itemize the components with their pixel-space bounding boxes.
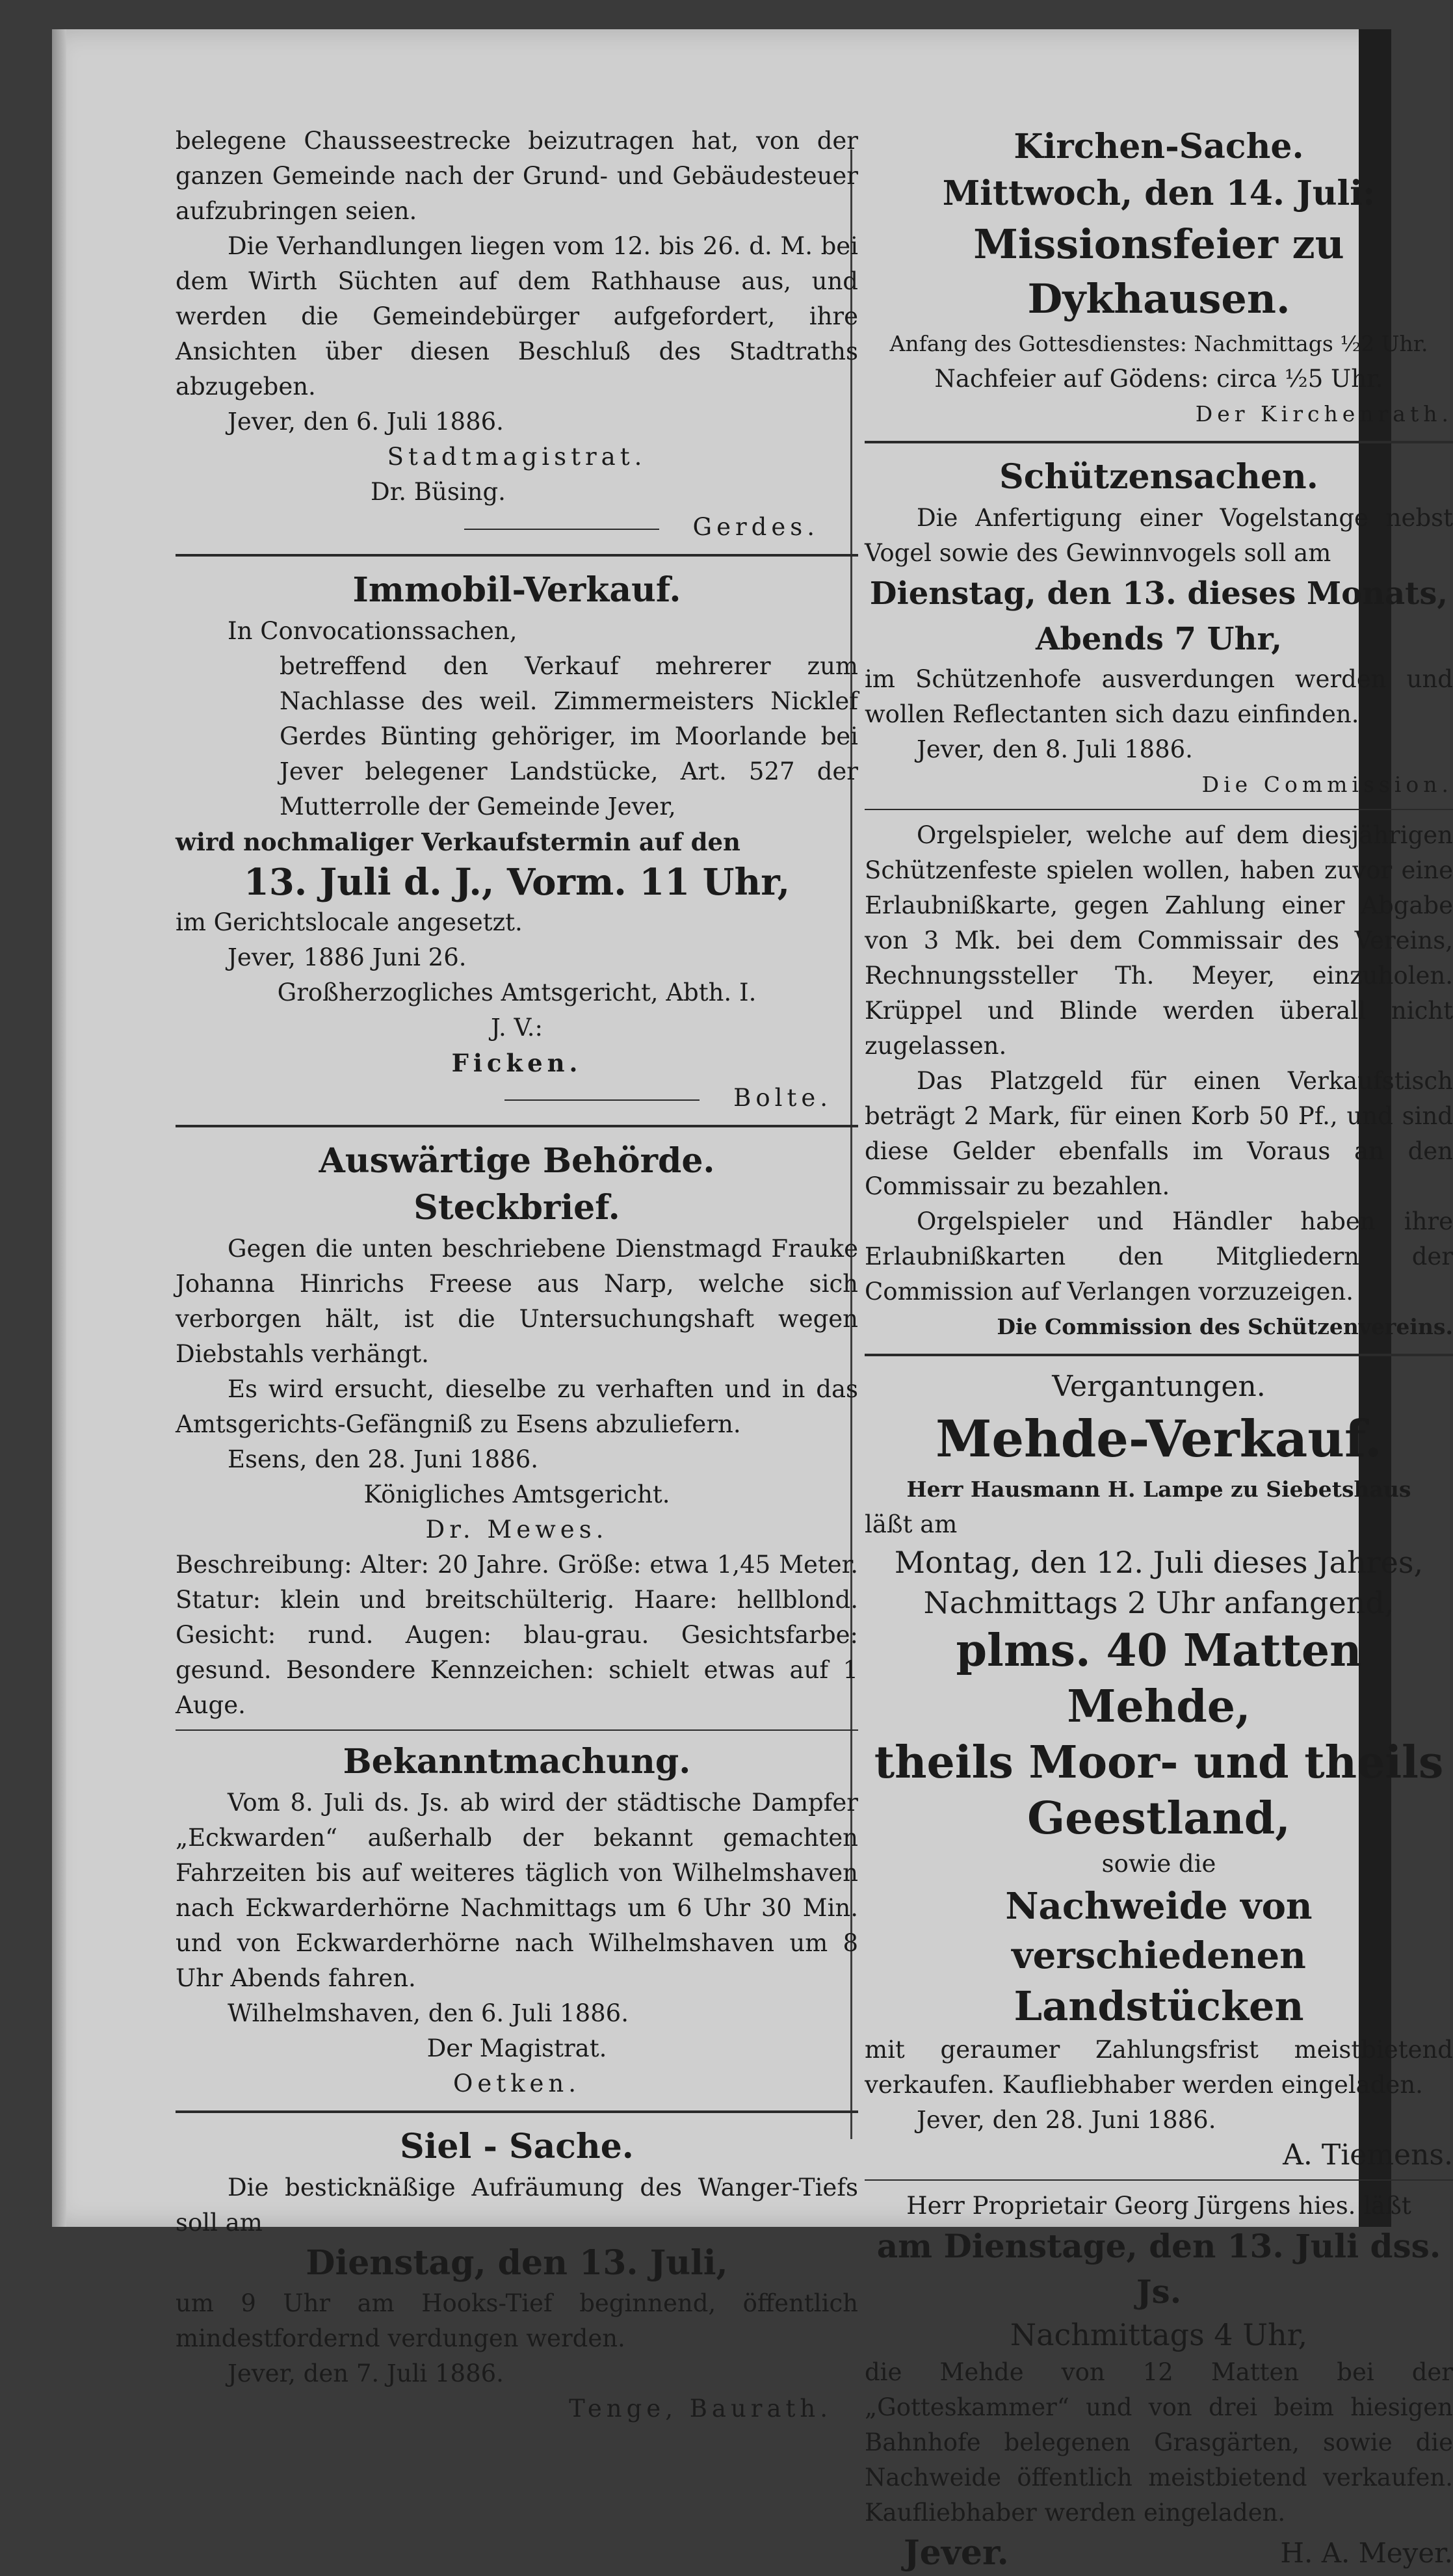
kirchen-signer: Der Kirchenrath.: [1195, 401, 1453, 427]
chaussee-dateline: Jever, den 6. Juli 1886.: [228, 408, 504, 436]
juergens-time: Nachmittags 4 Uhr,: [1010, 2317, 1308, 2352]
bekanntmachung-notice: [176, 1739, 858, 2101]
schuetzen-signer: Die Commission.: [1201, 772, 1453, 797]
siel-dateline: Jever, den 7. Juli 1886.: [228, 2359, 504, 2387]
mehde-big3: Geestland,: [1027, 1793, 1290, 1845]
section-rule: [176, 554, 858, 557]
immobil-signature-line: [176, 1081, 858, 1116]
kirchen-line1: Anfang des Gottesdienstes: Nachmittags ½2 Uhr.: [889, 331, 1428, 356]
newspaper-page: [52, 29, 1453, 2573]
immobil-notice: [176, 567, 858, 1116]
juergens-body: die Mehde von 12 Matten bei der „Gotteskammer“ und von drei beim hiesigen Bahnhofe belegenen Grasgärten, sowie die Nachweide öffentlich meistbietend verkaufen. Kaufliebhaber werden eingeladen.: [865, 2358, 1453, 2527]
left-column: [176, 124, 858, 2426]
mehde-dateline: Jever, den 28. Juni 1886.: [917, 2106, 1216, 2134]
chaussee-intro-line-2: ganzen Gemeinde nach der Grund- und Gebäudesteuer: [176, 162, 858, 190]
auswaertig-heading: Auswärtige Behörde.: [319, 1141, 715, 1181]
juergens-signature-line: [865, 2530, 1453, 2576]
kirchen-line2: Nachfeier auf Gödens: circa ½5 Uhr.: [934, 365, 1383, 393]
page-binding-edge: [52, 29, 66, 2227]
immobil-place: im Gerichtslocale angesetzt.: [176, 908, 523, 936]
juergens-signer: H. A. Meyer.: [1280, 2537, 1453, 2569]
juergens-line1: Herr Proprietair Georg Jürgens hies. läßt: [906, 2192, 1411, 2220]
chaussee-notice: [176, 124, 858, 545]
chaussee-intro-line-1: belegene Chausseestrecke beizutragen hat, von der: [176, 127, 858, 155]
chaussee-signatures: [176, 475, 858, 510]
siel-signer: Tenge, Baurath.: [569, 2395, 832, 2423]
chaussee-signature-line: [176, 510, 858, 545]
schuetzen-time: Abends 7 Uhr,: [1036, 621, 1282, 657]
mehde-big4: Nachweide von verschiedenen: [1005, 1885, 1313, 1977]
mehde-sowie: sowie die: [1101, 1850, 1216, 1878]
section-rule: [865, 809, 1453, 810]
immobil-signer: Ficken.: [451, 1049, 583, 1077]
orgel-body1: Orgelspieler, welche auf dem diesjährigen Schützenfeste spielen wollen, haben zuvor eine Erlaubnißkarte, gegen Zahlung einer Abgabe von 3 Mk. bei dem Commissair des Vereins, Rechnungssteller Th. Meyer, einzuholen. Krüppel und Blinde werden überall nicht zugelassen.: [865, 821, 1453, 1060]
siel-heading: Siel - Sache.: [400, 2127, 634, 2166]
immobil-termin-line: wird nochmaliger Verkaufstermin auf den: [176, 828, 740, 856]
section-rule: [865, 2179, 1453, 2181]
immobil-line1: In Convocationssachen,: [228, 617, 517, 645]
signature-rule: [464, 529, 659, 530]
immobil-body: betreffend den Verkauf mehrerer zum Nachlasse des weil. Zimmermeisters Nicklef Gerdes Bünting gehöriger, im Moorlande bei Jever belegener Landstücke, Art. 527 der Mutterrolle der Gemeinde Jever,: [280, 652, 858, 821]
chaussee-signer-2: Gerdes.: [692, 513, 819, 541]
juergens-date: am Dienstage, den 13. Juli dss. Js.: [876, 2227, 1441, 2311]
steckbrief-body1: Gegen die unten beschriebene Dienstmagd Frauke Johanna Hinrichs Freese aus Narp, welche sich verborgen hält, ist die Untersuchungshaft wegen Diebstahls verhängt.: [176, 1235, 858, 1368]
immobil-date: 13. Juli d. J., Vorm. 11 Uhr,: [243, 861, 791, 904]
bekanntmachung-signer: Oetken.: [452, 2070, 581, 2097]
mehde-laesst: läßt am: [865, 1510, 958, 1538]
mehde-seller: Herr Hausmann H. Lampe zu Siebetshaus: [906, 1477, 1411, 1502]
chaussee-authority: Stadtmagistrat.: [387, 443, 647, 471]
mehde-big1: plms. 40 Matten Mehde,: [956, 1625, 1362, 1733]
section-rule: [865, 1354, 1453, 1356]
right-column: [865, 124, 1453, 2576]
chaussee-signer: Dr. Büsing.: [371, 478, 506, 506]
orgel-signer: Die Commission des Schützenvereins.: [997, 1314, 1453, 1339]
mehde-big5: Landstücken: [1014, 1982, 1304, 2030]
schuetzen-dateline: Jever, den 8. Juli 1886.: [917, 735, 1193, 763]
immobil-heading: Immobil-Verkauf.: [352, 570, 681, 610]
steckbrief-description: Beschreibung: Alter: 20 Jahre. Größe: etwa 1,45 Meter. Statur: klein und breitschülterig. Haare: hellblond. Gesicht: rund. Augen: blau-grau. Gesichtsfarbe: gesund. Besondere Kennzeichen: schielt etwas auf 1 Auge.: [176, 1551, 858, 1719]
section-rule: [176, 2110, 858, 2113]
orgel-body3: Orgelspieler und Händler haben ihre Erlaubnißkarten den Mitgliedern der Commission auf Verlangen vorzuzeigen.: [865, 1207, 1453, 1306]
signature-rule: [504, 1099, 700, 1101]
steckbrief-body2: Es wird ersucht, dieselbe zu verhaften und in das Amtsgerichts-Gefängniß zu Esens abzuliefern.: [176, 1375, 858, 1438]
bekanntmachung-dateline: Wilhelmshaven, den 6. Juli 1886.: [228, 1999, 629, 2027]
mehde-big2: theils Moor- und theils: [874, 1737, 1444, 1789]
siel-notice: [176, 2123, 858, 2426]
schuetzen-heading: Schützensachen.: [999, 457, 1318, 497]
mehde-signer: A. Tiemens.: [1283, 2138, 1453, 2172]
bekanntmachung-heading: Bekanntmachung.: [343, 1742, 691, 1781]
schuetzen-date: Dienstag, den 13. dieses Monats,: [869, 575, 1448, 612]
chaussee-intro-last: aufzubringen seien.: [176, 197, 417, 225]
bekanntmachung-body: Vom 8. Juli ds. Js. ab wird der städtische Dampfer „Eckwarden“ außerhalb der bekannt gemachten Fahrzeiten bis auf weiteres täglich von Wilhelmshaven nach Eckwarderhörne Nachmittags um 6 Uhr 30 Min. und von Eckwarderhörne nach Wilhelmshaven um 8 Uhr Abends fahren.: [176, 1789, 858, 1992]
schuetzen-body2: im Schützenhofe ausverdungen werden und wollen Reflectanten sich dazu einfinden.: [865, 665, 1453, 728]
immobil-dateline: Jever, 1886 Juni 26.: [228, 943, 467, 971]
orgel-notice: [865, 818, 1453, 1345]
immobil-iv: J. V.:: [491, 1014, 543, 1042]
juergens-notice: [865, 2188, 1453, 2576]
mehde-title: Mehde-Verkauf.: [936, 1410, 1382, 1469]
kirchen-title: Missionsfeier zu Dykhausen.: [973, 220, 1344, 322]
immobil-signer-2: Bolte.: [733, 1084, 832, 1112]
mehde-time: Nachmittags 2 Uhr anfangend,: [923, 1585, 1394, 1620]
siel-body2: um 9 Uhr am Hooks-Tief beginnend, öffentlich mindestfordernd verdungen werden.: [176, 2289, 858, 2352]
kirchen-notice: [865, 124, 1453, 432]
steckbrief-dateline: Esens, den 28. Juni 1886.: [228, 1445, 539, 1473]
mehde-date: Montag, den 12. Juli dieses Jahres,: [894, 1545, 1424, 1580]
auswaertig-notice: [176, 1138, 858, 1723]
orgel-body2: Das Platzgeld für einen Verkaufstisch beträgt 2 Mark, für einen Korb 50 Pf., und sind diese Gelder ebenfalls im Voraus an den Commissair zu bezahlen.: [865, 1067, 1453, 1200]
immobil-authority: Großherzogliches Amtsgericht, Abth. I.: [277, 979, 757, 1006]
kirchen-heading: Kirchen-Sache.: [1014, 127, 1304, 166]
steckbrief-authority: Königliches Amtsgericht.: [363, 1480, 670, 1508]
schuetzen-body1: Die Anfertigung einer Vogelstange nebst Vogel sowie des Gewinnvogels soll am: [865, 504, 1453, 567]
section-rule: [176, 1729, 858, 1731]
section-rule: [176, 1125, 858, 1127]
kirchen-date: Mittwoch, den 14. Juli:: [942, 174, 1376, 213]
schuetzen-notice: [865, 454, 1453, 802]
bekanntmachung-authority: Der Magistrat.: [426, 2034, 607, 2062]
juergens-place: Jever.: [904, 2533, 1009, 2573]
steckbrief-heading: Steckbrief.: [413, 1188, 620, 1228]
chaussee-body: Die Verhandlungen liegen vom 12. bis 26. d. M. bei dem Wirth Süchten auf dem Rathhause aus, und werden die Gemeindebürger aufgefordert, ihre Ansichten über diesen Beschluß des Stadtraths abzugeben.: [176, 232, 858, 401]
section-rule: [865, 441, 1453, 443]
mehde-notice: [865, 1367, 1453, 2173]
mehde-heading: Vergantungen.: [1052, 1370, 1266, 1403]
siel-date: Dienstag, den 13. Juli,: [306, 2243, 728, 2283]
mehde-body: mit geraumer Zahlungsfrist meistbietend verkaufen. Kaufliebhaber werden eingeladen.: [865, 2036, 1453, 2099]
steckbrief-signer: Dr. Mewes.: [425, 1516, 609, 1544]
siel-body: Die besticknäßige Aufräumung des Wanger-Tiefs soll am: [176, 2174, 858, 2237]
